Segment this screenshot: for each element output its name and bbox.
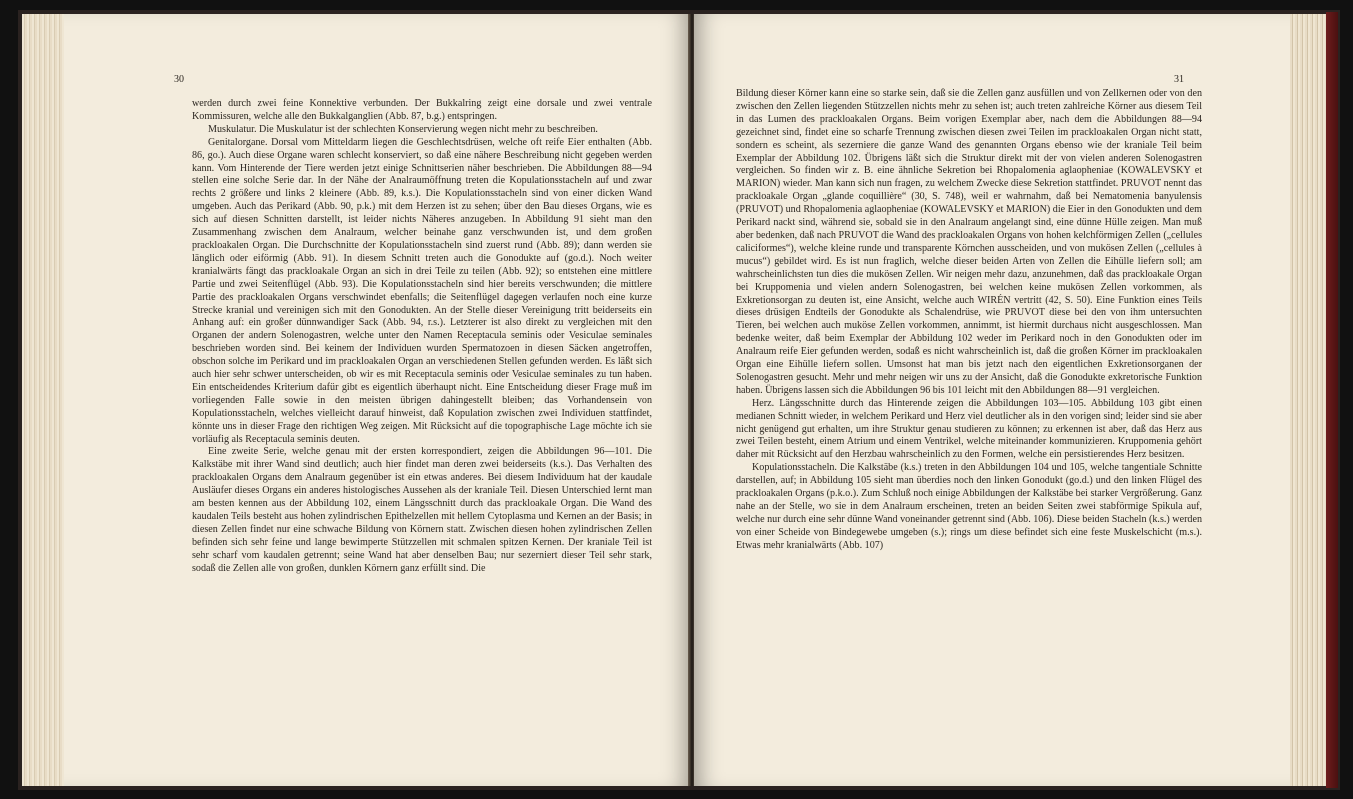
paragraph: Kopulationsstacheln. Die Kalkstäbe (k.s.) treten in den Abbildungen 104 und 105, welche tangentiale Schnitte darstellen, auf; in Abbildung 105 sieht man überdies noch den linken Gonodukt (go.d.) und den linken Flügel des prackloakalen Organs (p.k.o.). Zum Schluß noch einige Abbildungen der Kalkstäbe bei starker Vergrößerung. Ganz nahe an der Stelle, wo sie in dem Analraum erscheinen, treten an beiden Seiten zwei stabförmige Spikula auf, welche nur durch eine sehr dünne Wand voneinander getrennt sind (Abb. 106). Diese beiden Stacheln (k.s.) werden von einer Scheide von Bindegewebe umgeben (s.); rings um diese befindet sich eine feste Muskelschicht (m.s.). Etwas mehr kranialwärts (Abb. 107) — [736, 462, 1202, 551]
book-cover-right — [1326, 12, 1338, 788]
left-page — [64, 14, 690, 786]
right-page — [694, 14, 1290, 786]
right-page-text — [736, 88, 1202, 553]
page-number-right: 31 — [1174, 74, 1184, 85]
paragraph: Eine zweite Serie, welche genau mit der ersten korrespondiert, zeigen die Abbildungen 96—101. Die Kalkstäbe mit ihrer Wand sind deutlich; auch hier findet man deren zwei beiderseits (k.s.). Das Verhalten des prackloakalen Organs dem Analraum gegenüber ist ein etwas anderes. Bei diesem Individuum hat der kaudale Ausläufer dieses Organs ein anderes histologisches Aussehen als der kraniale Teil. Diesen Unterschied lernt man am besten kennen aus der Abbildung 102, einem Längsschnitt durch das prackloakale Organ. Die Wand des kaudalen Teils besteht aus hohen zylindrischen Epithelzellen mit hellem Cytoplasma und Kernen an der Basis; in diesen Zellen findet nur eine schwache Bildung von Körnern statt. Zwischen diesen hohen zylindrischen Zellen befinden sich sehr feine und lange bewimperte Stützzellen mit schmalen spitzen Kernen. Der kraniale Teil ist sehr scharf vom kaudalen getrennt; seine Wand hat aber denselben Bau; nur sezerniert dieser Teil sehr stark, sodaß die Zellen alle von großen, dunklen Körnern ganz erfüllt sind. Die — [192, 446, 652, 574]
paragraph: werden durch zwei feine Konnektive verbunden. Der Bukkalring zeigt eine dorsale und zwei ventrale Kommissuren, welche alle den Bukkalganglien (Abb. 87, b.g.) entspringen. — [192, 98, 652, 122]
page-number-left: 30 — [174, 74, 184, 85]
left-page-text — [192, 98, 652, 576]
paragraph: Herz. Längsschnitte durch das Hinterende zeigen die Abbildungen 103—105. Abbildung 103 gibt einen medianen Schnitt wieder, in welchem Perikard und Herz viel deutlicher als in den vorigen sind; leider sind sie aber nicht genügend gut erhalten, um ihre Struktur genau studieren zu können; zu erkennen ist aber, daß das Herz aus zwei Teilen besteht, einem Atrium und einem Ventrikel, welche miteinander kommunizieren. Kruppomenia gehört daher mit Rücksicht auf den Herzbau wahrscheinlich zu den Formen, welche ein persistierendes Herz besitzen. — [736, 397, 1202, 461]
paragraph: Muskulatur. Die Muskulatur ist der schlechten Konservierung wegen nicht mehr zu beschreiben. — [208, 123, 598, 135]
paragraph: Genitalorgane. Dorsal vom Mitteldarm liegen die Geschlechtsdrüsen, welche oft reife Eier enthalten (Abb. 86, go.). Auch diese Organe waren schlecht konserviert, so daß eine nähere Beschreibung nicht gegeben werden kann. Vom Hinterende der Tiere werden jetzt einige Schnittserien näher beschrieben. Die Abbildungen 88—94 stellen eine solche Serie dar. In der Nähe der Analraumöffnung treten die Kopulationsstacheln auf und zwar rechts 2 größere und links 2 kleinere (Abb. 89, k.s.). Die Kopulationsstacheln sind von einer dicken Wand umgeben. Auch das Perikard (Abb. 90, p.k.) mit dem Herzen ist zu sehen; über den Bau dieses Organs, wie es sich auf diesen Schnitten darstellt, ist leider nichts Näheres anzugeben. In Abbildung 91 sieht man den Zusammenhang zwischen dem Analraum, welcher beinahe ganz verschwunden ist, und dem großen prackloakalen Organ. Die Durchschnitte der Kopulationsstacheln sind zuerst rund (Abb. 89); dann werden sie länglich oder eiförmig (Abb. 91). In diesem Schnitt treten auch die Gonodukte auf (go.d.). Noch weiter kranialwärts fängt das prackloakale Organ an sich in drei Teile zu teilen (Abb. 92); so entstehen eine mittlere Partie und zwei Seitenflügel (Abb. 93). Die Kopulationsstacheln sind hier bereits verschwunden; die mittlere Partie des prackloakalen Organs verschwindet ebenfalls; die Seitenflügel dagegen verlaufen noch eine kurze Strecke kranial und vereinigen sich mit den Gonodukten. An der Stelle dieser Vereinigung tritt beiderseits ein Anhang auf: ein großer dünnwandiger Sack (Abb. 94, r.s.). Letzterer ist also direkt zu vergleichen mit den Organen der andern Solenogastren, welche unter den Namen Receptacula seminis oder Vesiculae seminales beschrieben worden sind. Bei keinem der Individuen wurden Spermatozoen in diesen Säcken angetroffen, obschon solche im Perikard und im prackloakalen Organ an verschiedenen Stellen gefunden werden. Es läßt sich auch hier sehr schwer unterscheiden, ob wir es mit Receptacula seminis oder Vesiculae seminales zu tun haben. Ein entscheidendes Kriterium dafür gibt es eigentlich überhaupt nicht. Eine Entscheidung dieser Frage muß im vorliegenden Falle sowie in den meisten übrigen dahingestellt bleiben; das Vorhandensein von Kopulationsstacheln, welches vielleicht darauf hinweist, daß Kopulation zwischen zwei Individuen stattfindet, könnte uns in dieser Frage den richtigen Weg zeigen. Mit Rücksicht auf die topographische Lage möchte ich sie vorläufig als Receptacula seminis deuten. — [192, 136, 652, 445]
page-edges-right — [1290, 14, 1326, 786]
page-edges-left — [22, 14, 64, 786]
paragraph: Bildung dieser Körner kann eine so starke sein, daß sie die Zellen ganz ausfüllen und von Zellkernen oder von den zwischen den Zellen liegenden Stützzellen nichts mehr zu sehen ist; auch treten zahlreiche Körner aus diesem Teil in das Lumen des prackloakalen Organs. Beim vorigen Exemplar aber, nach dem die Abbildungen 88—94 gezeichnet sind, findet eine so scharfe Trennung zwischen diesen zwei Teilen im prackloakalen Organ nicht statt, sondern es scheint, als sezerniere die ganze Wand des genannten Organs ebenso wie der kraniale Teil beim Exemplar der Abbildung 102. Übrigens läßt sich die Struktur direkt mit der von vielen anderen Solenogastren vergleichen. So finden wir z. B. eine ähnliche Sekretion bei Rhopalomenia aglaopheniae (KOWALEVSKY et MARION) wieder. Man kann sich nun fragen, zu welchem Zwecke diese Sekretion stattfindet. PRUVOT nennt das prackloakale Organ „glande coquillière“ (30, S. 748), weil er wahrnahm, daß bei Nematomenia banyulensis (PRUVOT) und Rhopalomenia aglaopheniae (KOWALEVSKY et MARION) die Eier in den Gonodukten und dem Perikard nackt sind, während sie, sobald sie in den Analraum angelangt sind, eine dünne Hülle zeigen. Man muß aber bedenken, daß nach PRUVOT die Wand des prackloakalen Organs von hohen kelchförmigen Zellen („cellules caliciformes“), welche kleine runde und transparente Körnchen ausscheiden, und von mukösen Zellen („cellules à mucus“) gebildet wird. Es ist nun fraglich, welche dieser beiden Arten von Zellen die Eihülle liefern soll; am wahrscheinlichsten tun dies die mukösen Zellen. Wir neigen mehr dazu, anzunehmen, daß das prackloakale Organ bei Kruppomenia und vielen andern Solenogastren, bei welchen keine mukösen Zellen vorkommen, als Exkretionsorgan zu deuten ist, eine Ansicht, welche auch WIRÉN vertritt (42, S. 50). Eine Funktion eines Teils dieses drüsigen Endteils der Gonodukte als Schalendrüse, wie PRUVOT diese bei den von ihm untersuchten Tieren, bei welchen auch muköse Zellen vorkommen, annimmt, ist hiermit durchaus nicht ausgeschlossen. Man bedenke weiter, daß beim Exemplar der Abbildung 102 weder im Perikard noch in den Gonodukten oder im Analraum reife Eier gefunden werden, sodaß es nicht wahrscheinlich ist, daß die großen Körner im prackloakalen Organ eine Eihülle liefern sollen. Umsonst hat man bis jetzt nach den eigentlichen Exkretionsorganen der Solenogastren gesucht. Mehr und mehr neigen wir uns zu der Ansicht, daß die Gonodukte exkretorische Funktion haben. Übrigens lassen sich die Abbildungen 96 bis 101 leicht mit den Abbildungen 88—91 vergleichen. — [736, 88, 1202, 396]
